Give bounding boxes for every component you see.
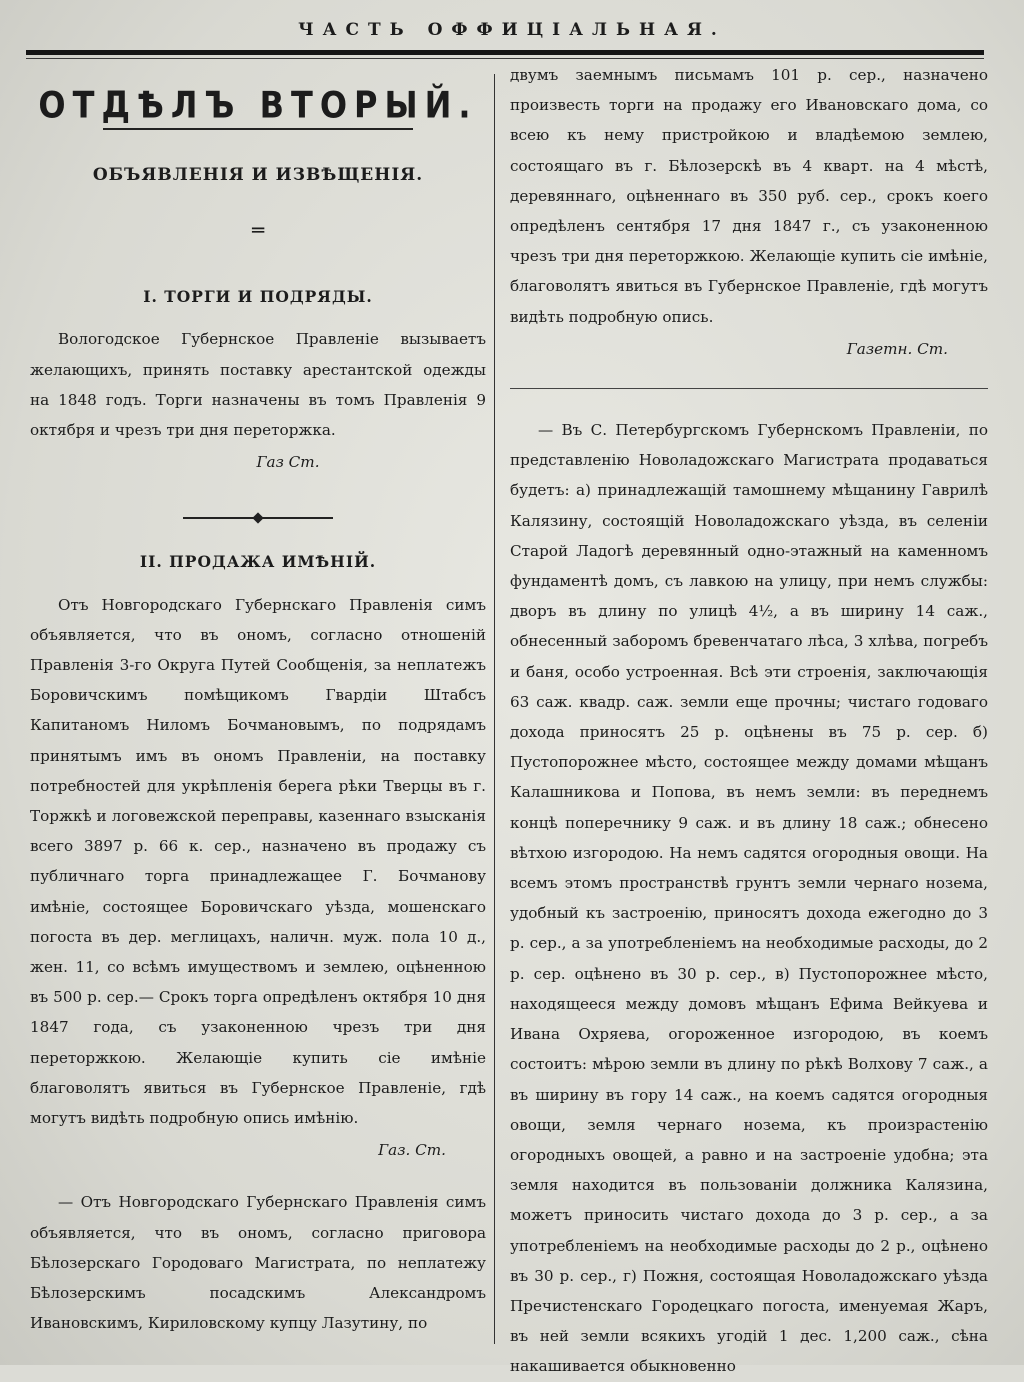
right-column (510, 60, 988, 1382)
estate-sale-signature-2: Газетн. Ст. (846, 339, 948, 358)
section-divider (183, 517, 333, 519)
st-petersburg-sale-notice: — Въ С. Петербургскомъ Губернскомъ Правленіи, по представленію Новоладожскаго Магистрата продаваться будетъ: а) принадлежащій тамошнему мѣщанину Гаврилѣ Калязину, состоящій Новоладожскаго уѣзда, въ селеніи Старой Ладогѣ деревянный одно-этажный на каменномъ фундаментѣ домъ, съ лавкою на улицу, при немъ службы: дворъ въ длину по улицѣ 4½, а въ ширину 14 саж., обнесенный заборомъ бревенчатаго лѣса, 3 хлѣва, погребъ и баня, особо устроенная. Всѣ эти строенія, заключающія 63 саж. квадр. саж. земли еще прочны; чистаго годоваго дохода приносятъ 25 р. оцѣнены въ 75 р. сер. б) Пустопорожнее мѣсто, состоящее между домами мѣщанъ Калашникова и Попова, въ немъ земли: въ переднемъ концѣ поперечнику 9 саж. и въ длину 18 саж.; обнесено вѣтхою изгородою. На немъ садятся огородныя овощи. На всемъ этомъ пространствѣ грунтъ земли чернаго нозема, удобный къ застроенію, приносятъ дохода ежегодно до 3 р. сер., а за употребленіемъ на необходимые расходы, до 2 р. сер. оцѣнено въ 30 р. сер., в) Пустопорожнее мѣсто, находящееся между домовъ мѣщанъ Ефима Вейкуева и Ивана Охряева, огороженное изгородою, въ коемъ состоитъ: мѣрою земли въ длину по рѣкѣ Волхову 7 саж., а въ ширину въ гору 14 саж., на коемъ садятся огородныя овощи, земля чернаго нозема, къ произрастенію огородныхъ овощей, а равно и на застроеніе удобна; эта земля находится въ пользованіи должника Калязина, можетъ приносить чистаго дохода до 3 р. сер., а за употребленіемъ на необходимые расходы до 2 р., оцѣнено въ 30 р. сер., г) Пожня, состоящая Новоладожскаго уѣзда Пречистенскаго Городецкаго погоста, именуемая Жаръ, въ ней земли всякихъ угодій 1 дес. 1,200 саж., сѣна накашивается обыкновенно (510, 421, 988, 1376)
announcements-title: ОБЪЯВЛЕНІЯ И ИЗВѢЩЕНІЯ. (92, 165, 424, 185)
header-rule-thin (26, 58, 984, 59)
section-title-estate-sales: II. ПРОДАЖА ИМѢНІЙ. (139, 552, 377, 572)
estate-sale-signature-1: Газ. Ст. (378, 1141, 446, 1160)
estate-sale-notice-2-cont: двумъ заемнымъ письмамъ 101 р. сер., назначено произвесть торги на продажу его Ивановскаго дома, со всею къ нему пристройкою и владѣемою землею, состоящаго въ г. Бѣлозерскѣ въ 4 кварт. на 4 мѣстѣ, деревяннаго, оцѣненнаго въ 350 руб. сер., срокъ коего опредѣленъ сентября 17 дня 1847 г., съ узаконенною чрезъ три дня переторжкою. Желающіе купить сіе имѣніе, благоволятъ явиться въ Губернское Правленіе, гдѣ могутъ видѣть подробную опись. (510, 66, 988, 326)
department-title: ОТДѢЛЪ ВТОРЫЙ. (38, 83, 478, 127)
tender-notice: Вологодское Губернское Правленіе вызываетъ желающихъ, принять поставку арестантской одежды на 1848 годъ. Торги назначены въ томъ Правленія 9 октября и чрезъ три дня переторжка. (30, 330, 486, 440)
running-title: ЧАСТЬ ОФФИЦІАЛЬНАЯ. (298, 20, 726, 40)
estate-sale-notice-2: — Отъ Новгородскаго Губернскаго Правленія симъ объявляется, что въ ономъ, согласно приговора Бѣлозерскаго Городоваго Магистрата, по неплатежу Бѣлозерскимъ посадскимъ Александромъ Ивановскимъ, Кириловскому купцу Лазутину, по (30, 1193, 486, 1333)
notice-separator (510, 388, 988, 389)
header-rule (26, 50, 984, 55)
tender-signature: Газ Ст. (256, 453, 320, 472)
ornament-double-dash: ═ (251, 218, 265, 243)
left-column (30, 60, 486, 1339)
section-title-tenders: I. ТОРГИ И ПОДРЯДЫ. (143, 287, 373, 307)
estate-sale-notice-1: Отъ Новгородскаго Губернскаго Правленія симъ объявляется, что въ ономъ, согласно отношеній Правленія 3-го Округа Путей Сообщенія, за неплатежъ Боровичскимъ помѣщикомъ Гвардіи Штабсъ Капитаномъ Ниломъ Бочмановымъ, по подрядамъ принятымъ имъ въ ономъ Правленіи, на поставку потребностей для укрѣпленія берега рѣки Тверцы въ г. Торжкѣ и логовежской переправы, казеннаго взысканія всего 3897 р. 66 к. сер., назначено въ продажу съ публичнаго торга принадлежащее Г. Бочманову имѣніе, состоящее Боровичскаго уѣзда, мошенскаго погоста въ дер. меглицахъ, наличн. муж. пола 10 д., жен. 11, со всѣмъ имуществомъ и землею, оцѣненною въ 500 р. сер.— Срокъ торга опредѣленъ октября 10 дня 1847 года, съ узаконенною чрезъ три дня переторжкою. Желающіе купить сіе имѣніе благоволятъ явиться въ Губернское Правленіе, гдѣ могутъ видѣть подробную опись имѣнію. (30, 595, 486, 1128)
column-divider (494, 74, 495, 1344)
